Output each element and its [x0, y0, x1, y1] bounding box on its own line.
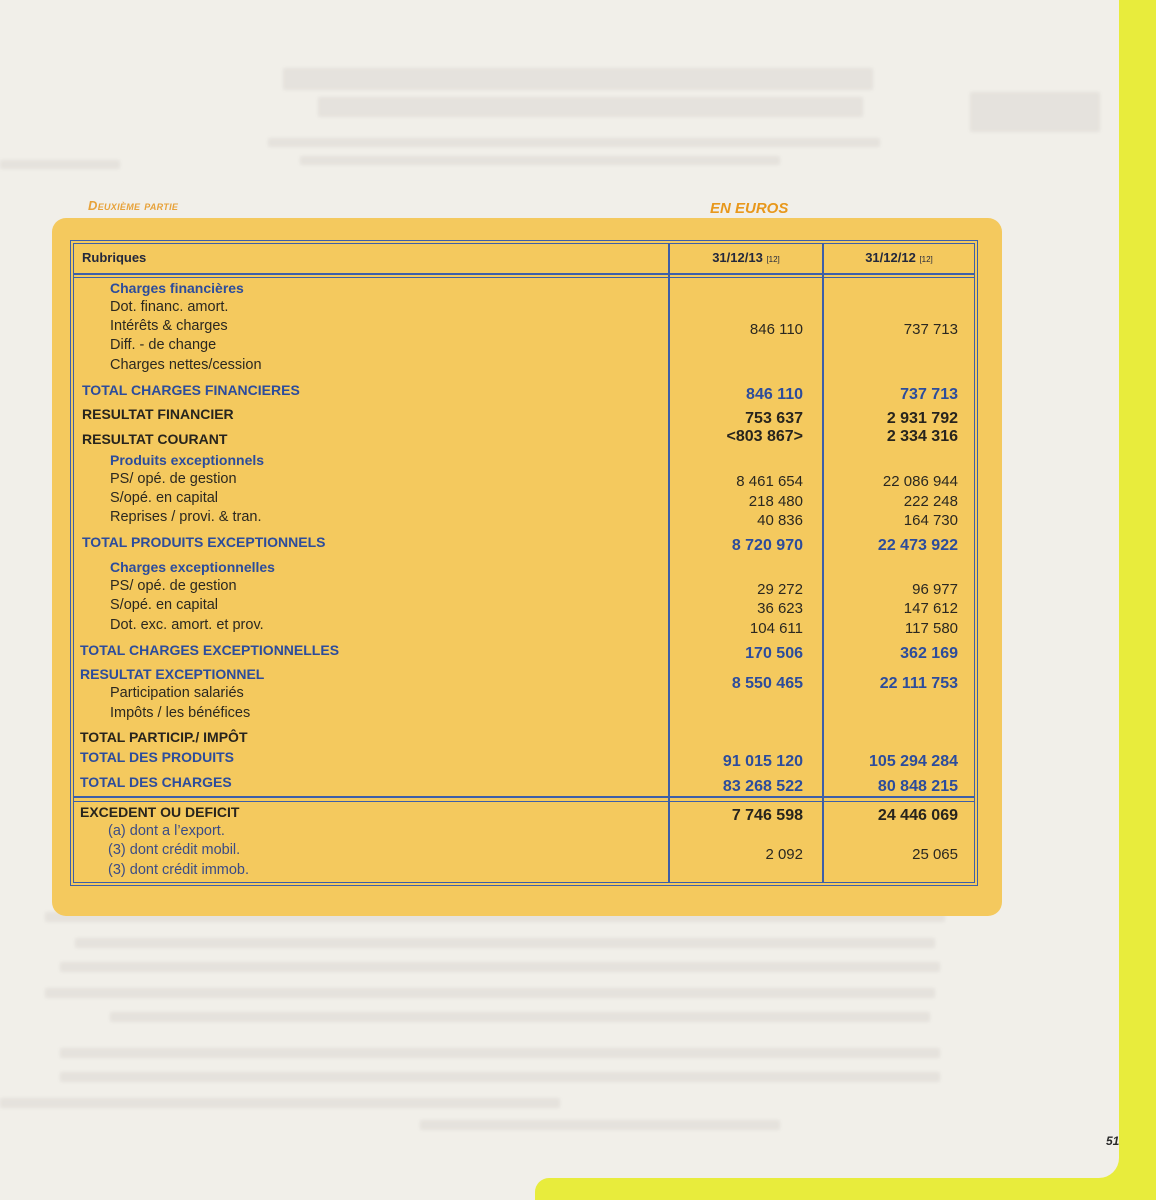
note-label: (3) dont crédit immob. — [108, 862, 250, 878]
value-2012: 737 713 — [900, 386, 958, 403]
bleed-through-shadow — [268, 138, 880, 147]
value-2012: 22 473 922 — [877, 537, 958, 554]
value-2013: 104 611 — [749, 620, 803, 637]
currency-label: EN EUROS — [710, 200, 789, 217]
value-2013: 29 272 — [757, 581, 803, 598]
note-label: (a) dont a l’export. — [108, 823, 225, 839]
header-2013-date: 31/12/13 — [712, 250, 763, 265]
column-divider — [822, 244, 824, 882]
value-2013: 8 461 654 — [736, 473, 803, 490]
row-label: Intérêts & charges — [110, 318, 228, 334]
header-divider — [74, 273, 974, 278]
value-2012: 22 111 753 — [879, 675, 958, 692]
header-2013 — [670, 249, 822, 269]
value-2012: 24 446 069 — [877, 807, 958, 824]
row-label: Dot. exc. amort. et prov. — [110, 617, 264, 633]
total-divider — [74, 796, 974, 802]
header-rubriques: Rubriques — [82, 250, 147, 265]
result-label: RESULTAT FINANCIER — [82, 406, 234, 422]
row-label: Reprises / provi. & tran. — [110, 509, 262, 525]
bottom-color-strip — [535, 1178, 1156, 1200]
bleed-through-shadow — [75, 938, 935, 948]
header-2012-note: [12] — [919, 255, 933, 264]
value-2013: 8 550 465 — [731, 675, 803, 692]
value-2013: <803 867> — [726, 428, 803, 445]
section-heading: Charges financières — [110, 280, 244, 296]
row-label: S/opé. en capital — [110, 490, 219, 506]
value-2012: 25 065 — [912, 846, 958, 863]
bleed-through-shadow — [970, 92, 1100, 132]
total-label: TOTAL DES PRODUITS — [80, 749, 235, 765]
bleed-through-shadow — [420, 1120, 780, 1130]
value-2012: 105 294 284 — [869, 753, 958, 770]
value-2012: 117 580 — [904, 620, 958, 637]
row-label: Dot. financ. amort. — [110, 299, 229, 315]
value-2012: 147 612 — [903, 600, 958, 617]
column-divider — [668, 244, 670, 882]
right-color-strip — [1119, 0, 1156, 1200]
total-label: TOTAL PRODUITS EXCEPTIONNELS — [82, 534, 326, 550]
bleed-through-shadow — [60, 962, 940, 972]
value-2012: 164 730 — [903, 512, 958, 529]
financial-table — [70, 240, 978, 886]
header-2013-note: [12] — [766, 255, 780, 264]
value-2013: 170 506 — [745, 645, 803, 662]
value-2012: 362 169 — [900, 645, 958, 662]
value-2012: 222 248 — [903, 493, 958, 510]
total-label: TOTAL DES CHARGES — [80, 774, 232, 790]
bleed-through-shadow — [60, 1072, 940, 1082]
result-label: RESULTAT EXCEPTIONNEL — [80, 666, 265, 682]
bleed-through-shadow — [60, 1048, 940, 1058]
bleed-through-shadow — [45, 988, 935, 998]
row-label: Diff. - de change — [110, 337, 217, 353]
section-label: Deuxième partie — [88, 198, 179, 213]
value-2013: 846 110 — [749, 321, 803, 338]
value-2013: 846 110 — [746, 386, 803, 403]
row-label: Participation salariés — [110, 685, 244, 701]
header-2012-date: 31/12/12 — [865, 250, 916, 265]
value-2013: 218 480 — [748, 493, 803, 510]
value-2012: 2 931 792 — [886, 410, 958, 427]
value-2013: 8 720 970 — [731, 537, 803, 554]
value-2013: 40 836 — [757, 512, 803, 529]
total-label: TOTAL PARTICIP./ IMPÔT — [80, 729, 248, 745]
value-2012: 96 977 — [912, 581, 958, 598]
total-label: TOTAL CHARGES FINANCIERES — [82, 382, 300, 398]
value-2013: 2 092 — [765, 846, 803, 863]
row-label: Charges nettes/cession — [110, 357, 262, 373]
value-2013: 36 623 — [757, 600, 803, 617]
row-label: Impôts / les bénéfices — [110, 705, 251, 721]
row-label: PS/ opé. de gestion — [110, 471, 237, 487]
row-label: PS/ opé. de gestion — [110, 578, 237, 594]
value-2012: 22 086 944 — [882, 473, 958, 490]
bleed-through-shadow — [300, 156, 780, 165]
value-2012: 2 334 316 — [886, 428, 958, 445]
bleed-through-shadow — [283, 68, 873, 90]
value-2012: 80 848 215 — [877, 778, 958, 795]
section-heading: Charges exceptionnelles — [110, 559, 275, 575]
surplus-label: EXCEDENT OU DEFICIT — [80, 804, 240, 820]
bleed-through-shadow — [110, 1012, 930, 1022]
total-label: TOTAL CHARGES EXCEPTIONNELLES — [80, 642, 340, 658]
value-2013: 753 637 — [745, 410, 803, 427]
value-2012: 737 713 — [903, 321, 958, 338]
value-2013: 7 746 598 — [731, 807, 803, 824]
result-label: RESULTAT COURANT — [82, 431, 228, 447]
bleed-through-shadow — [0, 160, 120, 169]
row-label: S/opé. en capital — [110, 597, 219, 613]
page-number: 51 — [1106, 1134, 1120, 1148]
note-label: (3) dont crédit mobil. — [108, 842, 241, 858]
value-2013: 83 268 522 — [722, 778, 803, 795]
section-heading: Produits exceptionnels — [110, 452, 265, 468]
bleed-through-shadow — [0, 1098, 560, 1108]
bleed-through-shadow — [318, 97, 863, 117]
value-2013: 91 015 120 — [722, 753, 803, 770]
header-2012 — [824, 249, 974, 269]
